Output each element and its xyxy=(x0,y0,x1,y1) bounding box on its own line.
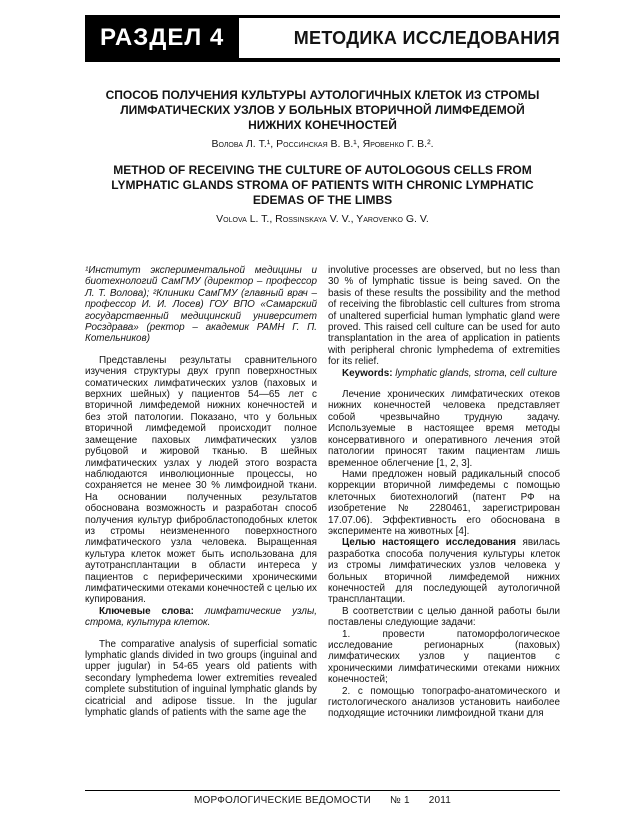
section-label: РАЗДЕЛ 4 xyxy=(85,18,239,58)
affiliation: ¹Институт экспериментальной медицины и биотехнологий СамГМУ (директор – профессор Л. Т. Волова); ²Клиники СамГМУ (главный врач – профессор И. И. Лосев) ГОУ ВПО «Самарский государственный медицинский университет Росздрава» (ректор – академик РАМН Г. П. Котельников) xyxy=(85,265,317,345)
study-aim-rest: явилась разработка способа получения культуры клеток из стромы лимфатических узлов человека у больных вторичной лимфедемой нижних конечностей для последующей аутологичной трансплантации. xyxy=(328,537,560,606)
year: 2011 xyxy=(428,795,452,806)
paragraph-proposed-method: Нами предложен новый радикальный способ коррекции вторичной лимфедемы с помощью клеточных биотехнологий (патент РФ на изобретение № 2280461, зарегистрирован 17.07.06). Эффективность его обоснована в эксперименте на животных [4]. xyxy=(328,468,560,537)
study-aim-lead: Целью настоящего исследования xyxy=(342,537,517,549)
task-item-1: 1. провести патоморфологическое исследование регионарных (паховых) лимфатических узлов у пациентов с хроническими лимфатическими отеками нижних конечностей; xyxy=(328,628,560,686)
page-footer xyxy=(85,790,560,806)
article-title-ru: СПОСОБ ПОЛУЧЕНИЯ КУЛЬТУРЫ АУТОЛОГИЧНЫХ КЛЕТОК ИЗ СТРОМЫ ЛИМФАТИЧЕСКИХ УЗЛОВ У БОЛЬНЫХ ВТОРИЧНОЙ ЛИМФЕДЕМОЙ НИЖНИХ КОНЕЧНОСТЕЙ xyxy=(105,88,540,132)
keywords-ru xyxy=(85,606,317,629)
paragraph-tasks-intro: В соответствии с целью данной работы были поставлены следующие задачи: xyxy=(328,605,560,629)
right-column xyxy=(328,265,560,720)
page-header xyxy=(85,15,560,62)
keywords-ru-label: Ключевые слова: xyxy=(99,605,194,617)
abstract-ru: Представлены результаты сравнительного изучения структуры двух групп поверхностных соматических лимфатических узлов (паховых и верхних шейных) у пациентов 54—65 лет с вторичной лимфедемой нижних конечностей и без этой патологии. Показано, что у больных вторичной лимфедемой происходит полное замещение паховых лимфатических узлов рубцовой и жировой тканью. В шейных лимфатических узлах у людей этого возраста наблюдаются инволюционные процессы, но сохраняется не менее 30 % лимфоидной ткани. На основании полученных результатов обоснована возможность и разработан способ получения культур фибробластоподобных клеток из стромы неизмененного поверхностного лимфатического узла человека. Выращенная культура клеток может быть использована для аутотрансплантации в области интереса у пациентов с периферическими хроническими лимфатическими отеками конечностей с целью их купирования. xyxy=(85,354,317,606)
header-title: МЕТОДИКА ИССЛЕДОВАНИЯ xyxy=(293,27,560,48)
authors-en: Volova L. T., Rossinskaya V. V., Yarovenko G. V. xyxy=(216,213,429,225)
abstract-en-part2: involutive processes are observed, but no less than 30 % of lymphatic tissue is being saved. On the basis of these results the possibility and the method of receiving the fibroblastic cell cultures from stroma of unaltered superficial human lymphatic gland were proved. This raised cell culture can be used for auto transplantation in the area of application in patients with peripheral chronic lymphedema of extremities for its relief. xyxy=(328,265,560,368)
keywords-en-text: lymphatic glands, stroma, cell culture xyxy=(392,367,558,379)
paragraph-treatment-problem: Лечение хронических лимфатических отеков нижних конечностей человека представляет собой чрезвычайно трудную задачу. Используемые в настоящее время методы консервативного и оперативного лечения этой патологии приносят таким пациентам лишь временное облегчение [1, 2, 3]. xyxy=(328,389,560,469)
keywords-en xyxy=(328,368,560,379)
authors-ru: Волова Л. Т.¹, Россинская В. В.¹, Яровенко Г. В.². xyxy=(211,138,434,150)
keywords-en-label: Keywords: xyxy=(342,367,393,379)
paragraph-study-aim xyxy=(328,537,560,605)
task-item-2: 2. с помощью топографо-анатомического и гистологического анализов установить наиболее подходящие источники лимфоидной ткани для xyxy=(328,685,560,720)
left-column xyxy=(85,265,317,720)
issue-number: № 1 xyxy=(390,795,410,806)
article-title-en: METHOD OF RECEIVING THE CULTURE OF AUTOLOGOUS CELLS FROM LYMPHATIC GLANDS STROMA OF PATIENTS WITH CHRONIC LYMPHATIC EDEMAS OF THE LIMBS xyxy=(111,163,534,207)
keywords-ru-text: лимфатические узлы, строма, культура клеток. xyxy=(85,605,317,629)
abstract-en-part1: The comparative analysis of superficial somatic lymphatic glands divided in two groups (inguinal and upper jugular) in 54-65 years old patients with secondary lymphedema lower extremities revealed complete substitution of inguinal lymphatic glands by cicatricial and adipose tissue. In the jugular lymphatic glands of patients with the same age the xyxy=(85,638,317,719)
journal-name: МОРФОЛОГИЧЕСКИЕ ВЕДОМОСТИ xyxy=(193,795,372,806)
article-body xyxy=(85,265,560,720)
